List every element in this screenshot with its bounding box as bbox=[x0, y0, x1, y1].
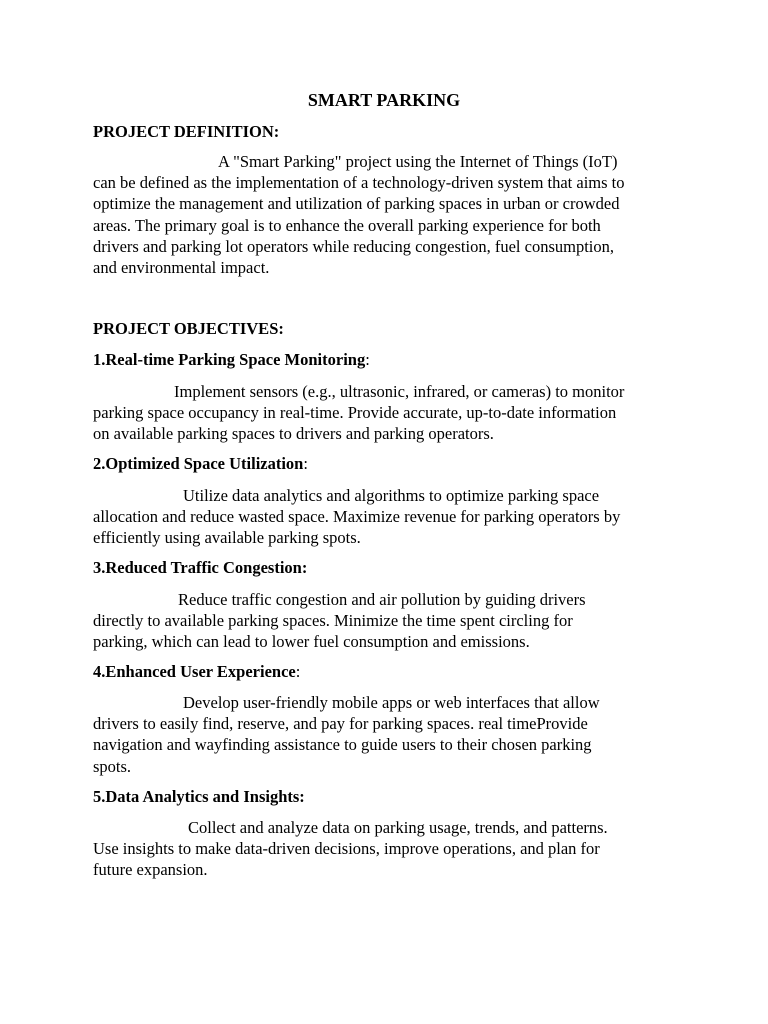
objective-4-paragraph bbox=[93, 692, 683, 777]
objective-4-line: spots. bbox=[93, 756, 132, 776]
objective-3-line: directly to available parking spaces. Minimize the time spent circling for bbox=[93, 611, 573, 631]
objective-1-line: parking space occupancy in real-time. Provide accurate, up-to-date information bbox=[93, 403, 617, 423]
definition-line: optimize the management and utilization of parking spaces in urban or crowded bbox=[93, 194, 620, 214]
objective-5-title: 5.Data Analytics and Insights: bbox=[93, 787, 305, 806]
objectives-heading: PROJECT OBJECTIVES: bbox=[93, 319, 284, 338]
objective-1-line: on available parking spaces to drivers and parking operators. bbox=[93, 424, 494, 444]
definition-heading: PROJECT DEFINITION: bbox=[93, 122, 280, 141]
definition-line: areas. The primary goal is to enhance the overall parking experience for both bbox=[93, 215, 601, 235]
objective-2-line: Utilize data analytics and algorithms to optimize parking space bbox=[183, 486, 600, 505]
objective-1-line: Implement sensors (e.g., ultrasonic, infrared, or cameras) to monitor bbox=[174, 382, 625, 401]
objective-1-title: 1.Real-time Parking Space Monitoring bbox=[93, 350, 366, 369]
objective-4-title: 4.Enhanced User Experience bbox=[93, 662, 296, 681]
definition-paragraph bbox=[93, 151, 683, 278]
objective-3-line: parking, which can lead to lower fuel consumption and emissions. bbox=[93, 632, 530, 652]
objective-4-line: drivers to easily find, reserve, and pay for parking spaces. real timeProvide bbox=[93, 714, 588, 734]
objective-5-heading bbox=[93, 787, 305, 807]
objective-2-heading bbox=[93, 454, 308, 474]
definition-line: can be defined as the implementation of a technology-driven system that aims to bbox=[93, 173, 625, 193]
objective-5-line: Collect and analyze data on parking usage, trends, and patterns. bbox=[188, 818, 608, 837]
objective-3-line: Reduce traffic congestion and air pollution by guiding drivers bbox=[178, 590, 586, 609]
objective-2-paragraph bbox=[93, 485, 683, 549]
document-title: SMART PARKING bbox=[307, 90, 461, 110]
definition-line: drivers and parking lot operators while reducing congestion, fuel consumption, bbox=[93, 236, 614, 256]
objective-4-line: navigation and wayfinding assistance to guide users to their chosen parking bbox=[93, 735, 592, 755]
definition-line: and environmental impact. bbox=[93, 258, 270, 278]
objective-1-paragraph bbox=[93, 381, 683, 445]
objective-2-line: efficiently using available parking spots. bbox=[93, 528, 361, 548]
objective-4-line: Develop user-friendly mobile apps or web interfaces that allow bbox=[183, 693, 600, 712]
definition-line: A "Smart Parking" project using the Internet of Things (IoT) bbox=[218, 152, 618, 171]
objective-4-suffix: : bbox=[295, 662, 301, 681]
objective-2-line: allocation and reduce wasted space. Maximize revenue for parking operators by bbox=[93, 507, 621, 527]
objective-2-title: 2.Optimized Space Utilization bbox=[93, 454, 304, 473]
objective-3-paragraph bbox=[93, 589, 683, 653]
objective-5-line: future expansion. bbox=[93, 860, 208, 880]
objective-3-title: 3.Reduced Traffic Congestion: bbox=[93, 558, 308, 577]
objective-4-heading bbox=[93, 662, 300, 682]
objective-2-suffix: : bbox=[303, 454, 308, 473]
objective-1-heading bbox=[93, 350, 370, 370]
objective-3-heading bbox=[93, 558, 307, 578]
objective-5-line: Use insights to make data-driven decisions, improve operations, and plan for bbox=[93, 839, 600, 859]
objective-1-suffix: : bbox=[365, 350, 370, 369]
objective-5-paragraph bbox=[93, 817, 683, 881]
